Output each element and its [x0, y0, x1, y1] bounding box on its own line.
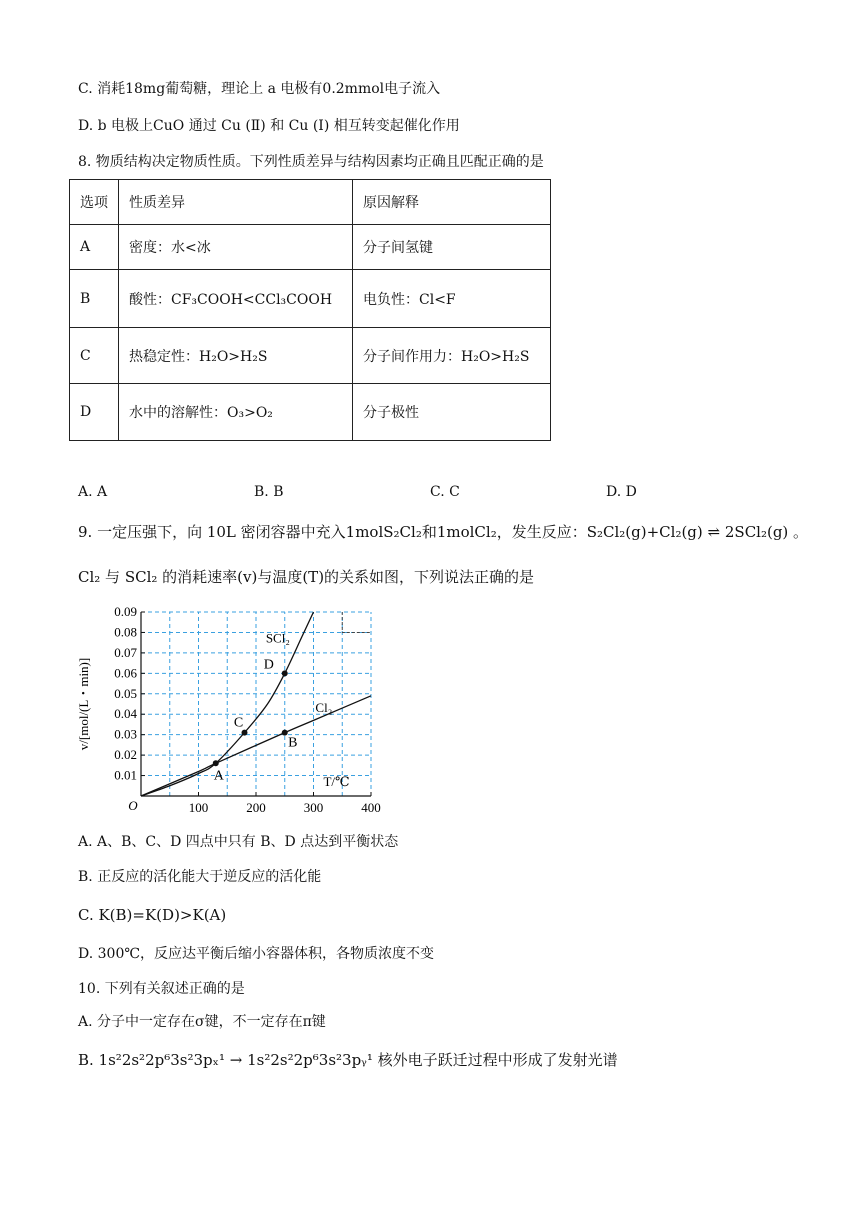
point-label: A — [213, 768, 224, 784]
table-cell: 分子间作用力：H₂O>H₂S — [353, 328, 551, 384]
table-row — [70, 225, 551, 270]
table-header-row — [70, 180, 551, 225]
table-row — [70, 270, 551, 328]
y-tick-label: 0.07 — [114, 644, 137, 660]
y-tick-label: 0.06 — [114, 665, 137, 681]
table-header-cell: 选项 — [70, 180, 119, 225]
y-tick-label: 0.02 — [114, 747, 137, 763]
rate-temperature-chart — [74, 602, 419, 824]
data-point — [282, 730, 288, 736]
origin-label: O — [128, 798, 138, 813]
table-cell: 密度：水<冰 — [119, 225, 353, 270]
x-tick-label: 300 — [303, 800, 324, 815]
x-axis-label: T/℃ — [323, 773, 350, 789]
q8-table — [69, 179, 551, 441]
chart-grid — [141, 612, 371, 796]
table-cell: 分子间氢键 — [353, 225, 551, 270]
q9-option-a: A. A、B、C、D 四点中只有 B、D 点达到平衡状态 — [78, 834, 399, 850]
table-cell: 热稳定性：H₂O>H₂S — [119, 328, 353, 384]
q10-option-b: B. 1s²2s²2p⁶3s²3pₓ¹ → 1s²2s²2p⁶3s²3pᵧ¹ 核外电子跃迁过程中形成了发射光谱 — [78, 1051, 618, 1069]
choice-b: B. B — [254, 484, 284, 500]
x-tick-label: 400 — [361, 800, 381, 815]
q8-stem: 8. 物质结构决定物质性质。下列性质差异与结构因素均正确且匹配正确的是 — [78, 154, 544, 170]
y-tick-label: 0.09 — [114, 604, 137, 619]
x-tick-label: 100 — [188, 800, 209, 815]
q9-stem-line1: 9. 一定压强下，向 10L 密闭容器中充入1molS₂Cl₂和1molCl₂，发生反应：S₂Cl₂(g)+Cl₂(g) ⇌ 2SCl₂(g) 。 — [78, 523, 809, 541]
choice-c: C. C — [430, 484, 460, 500]
y-tick-label: 0.04 — [114, 706, 137, 722]
table-header-cell: 性质差异 — [119, 180, 353, 225]
data-point — [282, 670, 288, 676]
q9-option-d: D. 300℃，反应达平衡后缩小容器体积，各物质浓度不变 — [78, 946, 435, 962]
table-cell: 分子极性 — [353, 384, 551, 441]
choice-d: D. D — [606, 484, 637, 500]
chart-labels — [76, 604, 381, 815]
q7-option-c: C. 消耗18mg葡萄糖，理论上 a 电极有0.2mmol电子流入 — [78, 81, 441, 97]
table-cell: 电负性：Cl<F — [353, 270, 551, 328]
table-cell: A — [70, 225, 119, 270]
choice-a: A. A — [78, 484, 108, 500]
q10-option-a: A. 分子中一定存在σ键，不一定存在π键 — [78, 1014, 326, 1030]
q10-stem: 10. 下列有关叙述正确的是 — [78, 981, 245, 997]
q7-option-d: D. b 电极上CuO 通过 Cu (Ⅱ) 和 Cu (Ⅰ) 相互转变起催化作用 — [78, 118, 460, 134]
table-cell: 酸性：CF₃COOH<CCl₃COOH — [119, 270, 353, 328]
x-tick-label: 200 — [246, 800, 266, 815]
point-label: B — [288, 735, 298, 751]
point-label: D — [263, 657, 274, 673]
y-tick-label: 0.03 — [114, 726, 137, 742]
q9-stem-line2: Cl₂ 与 SCl₂ 的消耗速率(v)与温度(T)的关系如图，下列说法正确的是 — [78, 568, 535, 586]
table-header-cell: 原因解释 — [353, 180, 551, 225]
point-label: C — [233, 715, 244, 731]
table-cell: C — [70, 328, 119, 384]
y-tick-label: 0.08 — [114, 624, 137, 640]
table-row — [70, 384, 551, 441]
table-cell: 水中的溶解性：O₃>O₂ — [119, 384, 353, 441]
data-point — [213, 760, 219, 766]
table-cell: D — [70, 384, 119, 441]
q9-option-b: B. 正反应的活化能大于逆反应的活化能 — [78, 869, 322, 885]
table-row — [70, 328, 551, 384]
y-tick-label: 0.05 — [114, 685, 137, 701]
series-label: SCl₂ — [265, 630, 290, 646]
q9-option-c: C. K(B)=K(D)>K(A) — [78, 906, 227, 924]
table-cell: B — [70, 270, 119, 328]
series-label: Cl₂ — [315, 700, 333, 716]
corner-dashed-box — [342, 612, 371, 632]
y-axis-label: v/[mol/(L・min)] — [76, 657, 91, 751]
y-tick-label: 0.01 — [114, 767, 137, 783]
